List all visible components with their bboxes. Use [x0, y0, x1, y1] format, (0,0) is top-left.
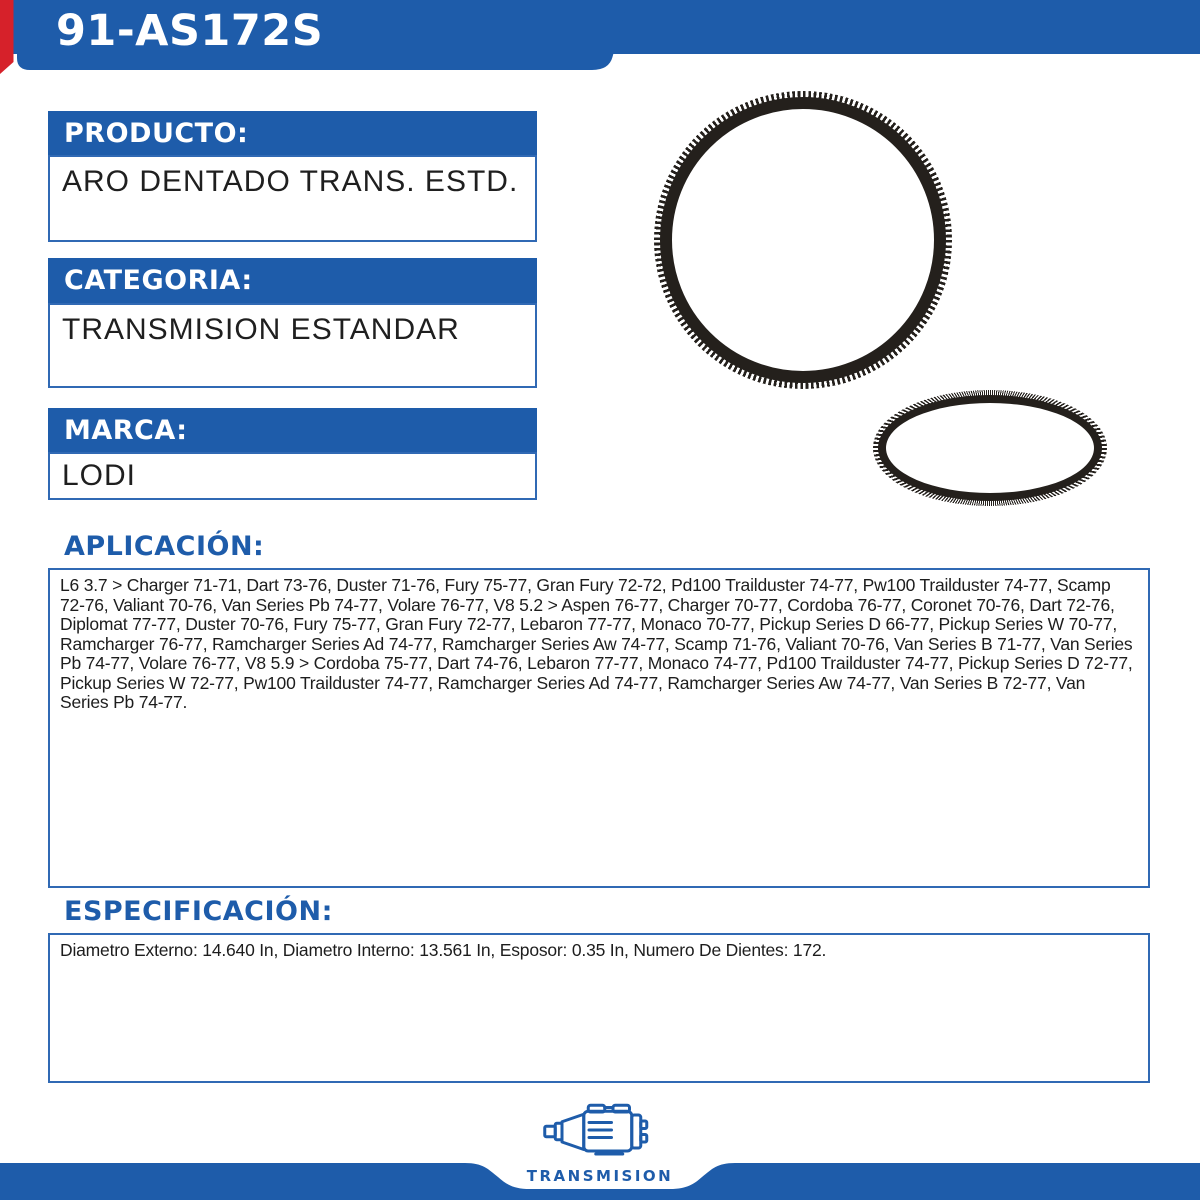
ring-gear-photo-small	[873, 390, 1107, 506]
categoria-value: TRANSMISION ESTANDAR	[62, 313, 460, 346]
transmission-icon	[541, 1100, 655, 1160]
producto-value: ARO DENTADO TRANS. ESTD.	[62, 165, 519, 198]
gear-band	[878, 395, 1102, 501]
categoria-value-box	[48, 303, 537, 388]
red-accent-ribbon	[0, 0, 14, 74]
producto-label-bar	[48, 111, 537, 156]
producto-label: PRODUCTO:	[64, 118, 249, 149]
aplicacion-text: L6 3.7 > Charger 71-71, Dart 73-76, Duster 71-76, Fury 75-77, Gran Fury 72-72, Pd100 Trailduster 74-77, Pw100 Trailduster 74-77, Scamp 72-76, Valiant 70-76, Van Series Pb 74-77, Volare 76-77, V8 5.2 > Aspen 76-77, Charger 70-77, Cordoba 76-77, Coronet 70-76, Dart 72-76, Diplomat 77-77, Duster 70-76, Fury 75-77, Gran Fury 72-77, Lebaron 77-77, Monaco 70-77, Pickup Series D 66-77, Pickup Series W 70-77, Ramcharger 76-77, Ramcharger Series Ad 74-77, Ramcharger Series Aw 74-77, Scamp 71-76, Valiant 70-76, Van Series B 71-77, Van Series Pb 74-77, Volare 76-77, V8 5.9 > Cordoba 75-77, Dart 74-76, Lebaron 77-77, Monaco 74-77, Pd100 Trailduster 74-77, Pickup Series D 72-77, Pickup Series W 72-77, Pw100 Trailduster 74-77, Ramcharger Series Ad 74-77, Ramcharger Series Aw 74-77, Van Series B 72-77, Van Series Pb 74-77.	[60, 575, 1133, 712]
especificacion-box	[48, 933, 1150, 1083]
part-number: 91-AS172S	[56, 6, 324, 56]
categoria-label: CATEGORIA:	[64, 265, 253, 296]
ring-gear-photo-large	[654, 91, 952, 389]
aplicacion-heading: APLICACIÓN:	[64, 531, 265, 562]
especificacion-heading: ESPECIFICACIÓN:	[64, 896, 333, 927]
footer-label: TRANSMISION	[526, 1167, 674, 1185]
marca-value-box	[48, 452, 537, 500]
gear-band	[660, 97, 946, 383]
marca-label-bar	[48, 408, 537, 453]
producto-value-box	[48, 155, 537, 242]
marca-value: LODI	[62, 459, 137, 492]
aplicacion-box	[48, 568, 1150, 888]
categoria-label-bar	[48, 258, 537, 303]
especificacion-text: Diametro Externo: 14.640 In, Diametro Interno: 13.561 In, Esposor: 0.35 In, Numero De Dientes: 172.	[60, 940, 827, 960]
marca-label: MARCA:	[64, 415, 188, 446]
